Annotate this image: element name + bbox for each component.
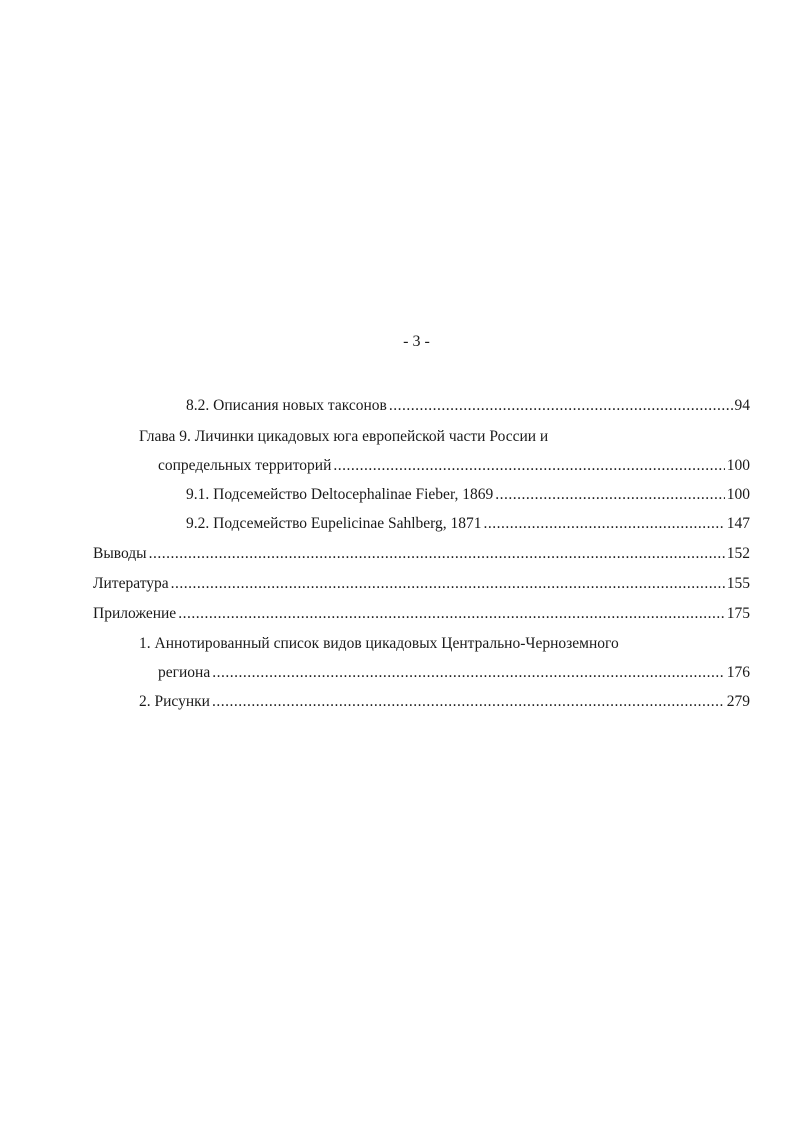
dot-leader <box>212 692 725 712</box>
dot-leader <box>484 514 725 534</box>
toc-entry-chapter-9-line-1 <box>139 427 548 447</box>
toc-entry-appendix <box>93 604 750 624</box>
toc-entry-title: Глава 9. Личинки цикадовых юга европейской части России и <box>139 428 549 445</box>
toc-entry-page: 94 <box>734 397 750 414</box>
toc-entry-page: 152 <box>726 545 750 562</box>
toc-entry-page: 100 <box>726 457 750 474</box>
toc-entry-title: сопредельных территорий <box>158 457 332 474</box>
dot-leader <box>178 604 725 624</box>
toc-entry-page: 155 <box>726 575 750 592</box>
toc-entry-appendix-1-line-2 <box>158 663 750 683</box>
toc-entry-title: 8.2. Описания новых таксонов <box>186 397 387 414</box>
toc-entry-title: 9.2. Подсемейство Eupelicinae Sahlberg, 1871 <box>186 515 482 532</box>
toc-entry-conclusions <box>93 544 750 564</box>
toc-entry-page: 175 <box>726 605 750 622</box>
toc-entry-9-1 <box>186 485 750 505</box>
toc-entry-9-2 <box>186 514 750 534</box>
toc-entry-title: 1. Аннотированный список видов цикадовых Центрально-Черноземного <box>139 635 619 652</box>
toc-entry-page: 176 <box>726 664 750 681</box>
dot-leader <box>171 574 725 594</box>
page-number: - 3 - <box>403 333 430 350</box>
toc-entry-appendix-2 <box>139 692 750 712</box>
dot-leader <box>389 396 733 416</box>
toc-entry-page: 147 <box>726 515 750 532</box>
toc-entry-chapter-9-line-2 <box>158 456 750 476</box>
toc-entry-page: 279 <box>726 693 750 710</box>
dot-leader <box>212 663 725 683</box>
toc-entry-title: Выводы <box>93 545 147 562</box>
toc-entry-title: региона <box>158 664 211 681</box>
toc-entry-title: Литература <box>93 575 169 592</box>
dot-leader <box>333 456 724 476</box>
dot-leader <box>149 544 725 564</box>
toc-entry-title: 2. Рисунки <box>139 693 210 710</box>
toc-entry-8-2 <box>186 396 750 416</box>
toc-entry-appendix-1-line-1 <box>139 634 619 654</box>
toc-entry-title: Приложение <box>93 605 177 622</box>
dot-leader <box>495 485 725 505</box>
toc-entry-page: 100 <box>726 486 750 503</box>
toc-entry-title: 9.1. Подсемейство Deltocephalinae Fieber, 1869 <box>186 486 494 503</box>
toc-entry-literature <box>93 574 750 594</box>
